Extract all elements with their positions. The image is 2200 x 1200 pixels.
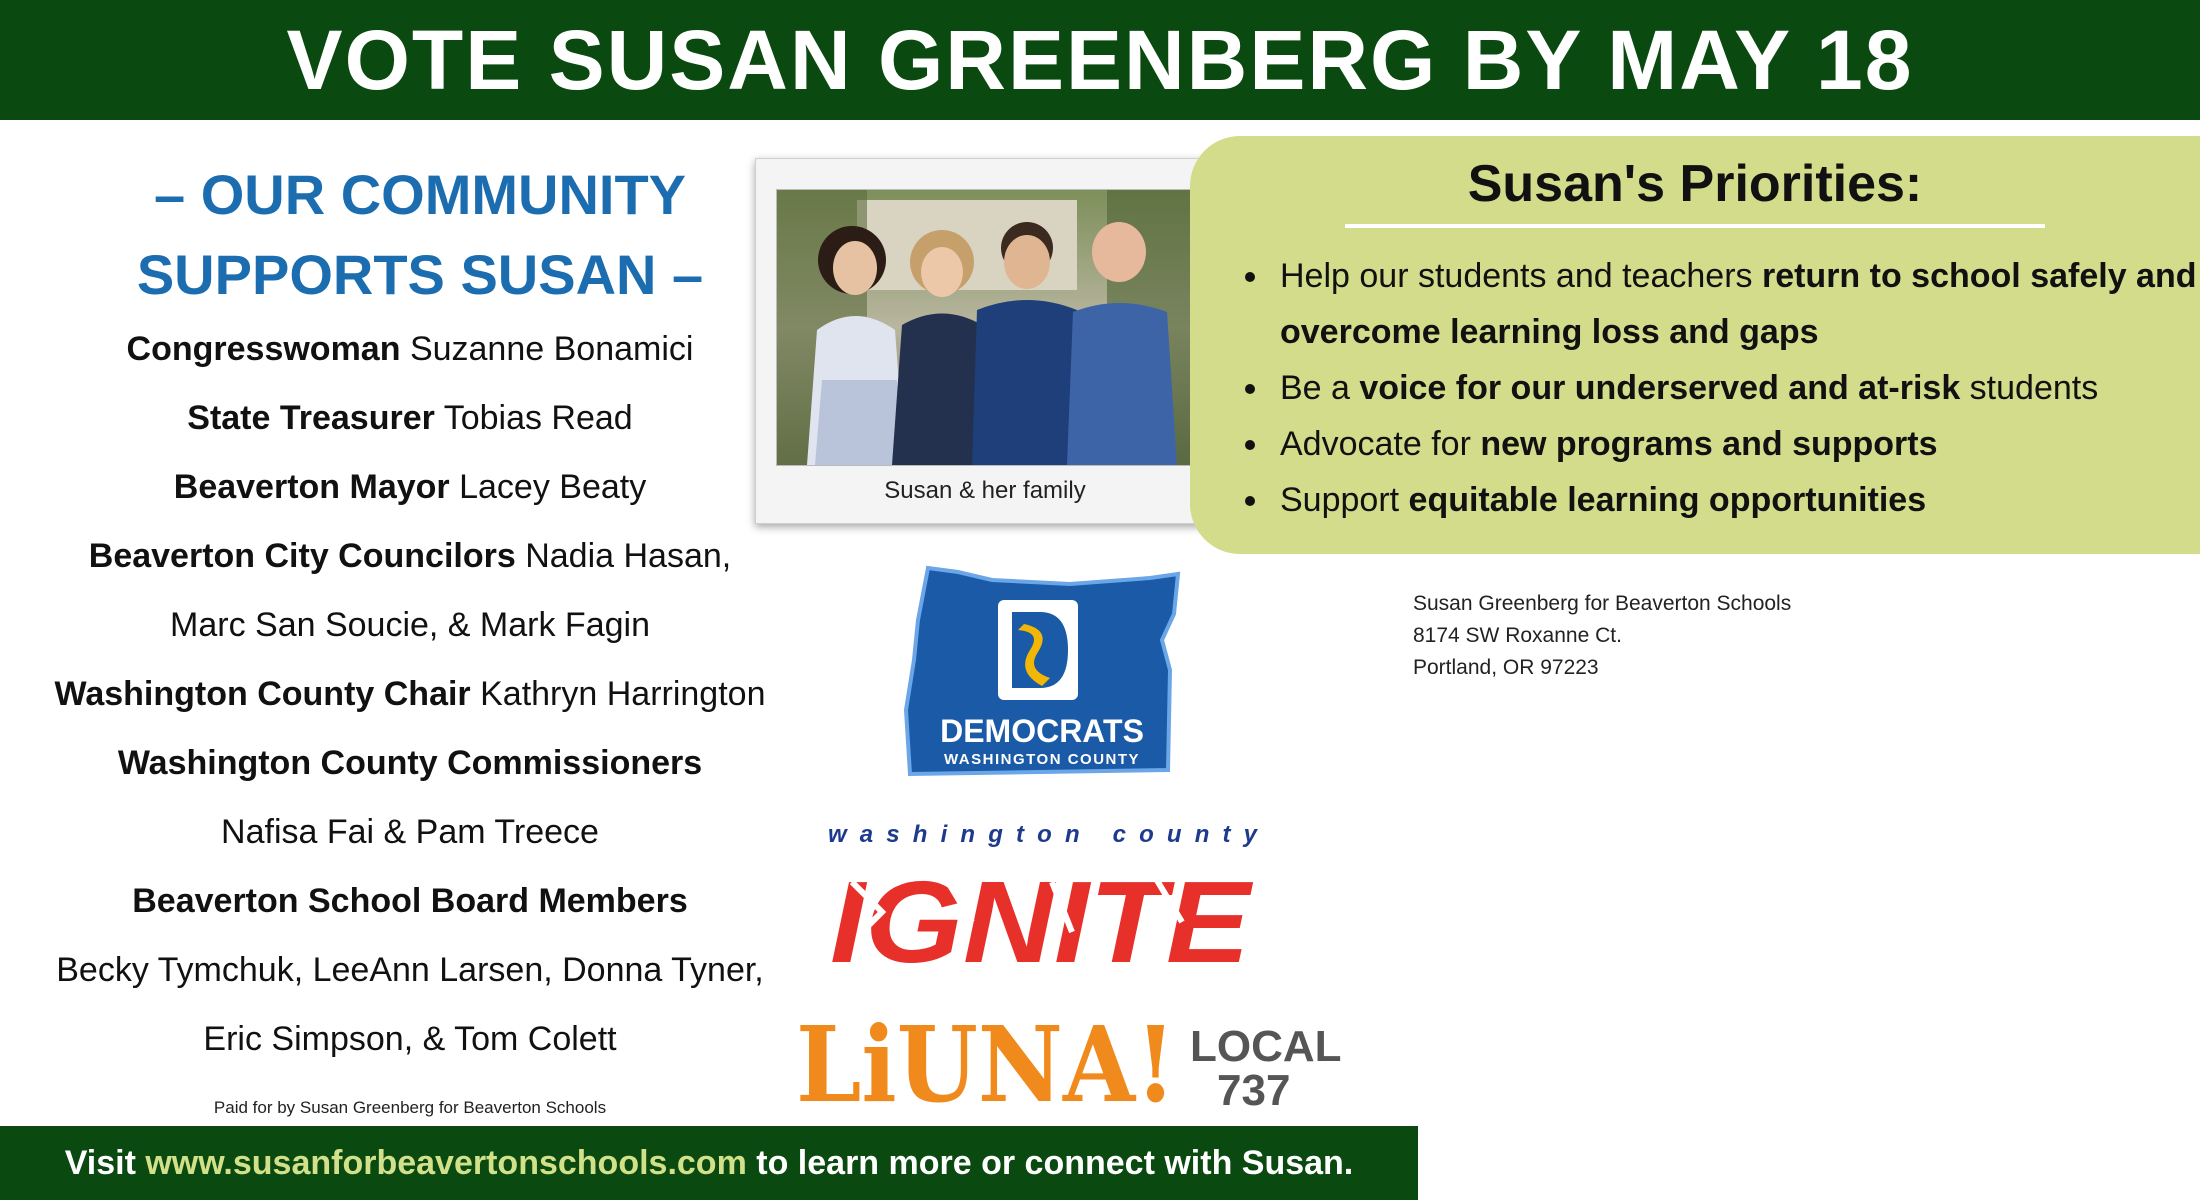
endorsement-line [0,867,820,936]
priority-item [1272,416,2200,472]
priority-item [1272,472,2200,528]
support-heading [40,155,800,315]
democrats-logo-sub: WASHINGTON COUNTY [943,751,1141,768]
endorsement-role: Beaverton School Board Members [132,882,688,920]
endorsement-names: Nafisa Fai & Pam Treece [221,813,599,851]
endorsement-names: Eric Simpson, & Tom Colett [203,1020,617,1058]
endorsement-role: Washington County Chair [54,675,471,713]
democrats-logo [900,560,1190,780]
democrats-logo-name: DEMOCRATS [940,713,1144,749]
oregon-map-icon [900,560,1190,780]
liuna-logo [792,1005,1342,1115]
footer-text-post: to learn more or connect with Susan. [756,1143,1354,1182]
endorsement-line [0,384,820,453]
footer-bar [0,1126,1418,1200]
priorities-divider [1345,224,2045,228]
liuna-logo-local: LOCAL [1190,1022,1342,1071]
ignite-logo-name: IGNITE [830,857,1254,987]
priorities-title: Susan's Priorities: [1467,155,1923,213]
endorsement-line [0,729,820,798]
endorsement-names: Nadia Hasan, [525,537,732,575]
priority-bold-text: voice for our underserved and at-risk [1359,369,1961,407]
address-line1: Susan Greenberg for Beaverton Schools [1413,592,1792,615]
endorsement-list [0,315,820,1074]
priority-bold-text: new programs and supports [1480,425,1938,463]
priority-text: Be a [1280,369,1360,407]
family-photo-frame [755,158,1215,524]
priority-text: Support [1280,481,1409,519]
footer-text-pre: Visit [64,1143,136,1182]
support-heading-line1: – OUR COMMUNITY [154,163,686,226]
endorsement-line [0,936,820,1005]
paid-for-disclaimer: Paid for by Susan Greenberg for Beaverton Schools [213,1098,607,1117]
family-photo-image [777,190,1195,465]
family-photo [776,189,1196,466]
priority-text: Advocate for [1280,425,1481,463]
endorsement-names: Tobias Read [443,399,633,437]
campaign-address [1413,588,1791,684]
liuna-wordmark-icon [792,1005,1342,1115]
priority-text: Help our students and teachers [1280,257,1762,295]
top-banner [0,0,2200,120]
support-heading-line2: SUPPORTS SUSAN – [136,243,704,306]
endorsement-line [0,1005,820,1074]
priority-bold-text: return to school safely and overcome learning loss and gaps [1280,257,2197,351]
priorities-list [1230,248,2200,528]
endorsement-names: Becky Tymchuk, LeeAnn Larsen, Donna Tyner, [56,951,764,989]
endorsement-line [0,453,820,522]
endorsement-line [0,660,820,729]
address-line3: Portland, OR 97223 [1413,656,1599,679]
endorsement-role: Washington County Commissioners [117,744,703,782]
priority-item [1272,360,2200,416]
endorsement-line [0,315,820,384]
endorsement-names: Lacey Beaty [459,468,647,506]
address-line2: 8174 SW Roxanne Ct. [1413,624,1622,647]
endorsement-names: Kathryn Harrington [480,675,766,713]
endorsement-line [0,522,820,591]
priority-text: students [1960,369,2099,407]
endorsement-names: Suzanne Bonamici [409,330,694,368]
priorities-panel [1190,136,2200,554]
endorsement-role: Beaverton City Councilors [88,537,516,575]
endorsement-role: State Treasurer [187,399,435,437]
endorsement-role: Beaverton Mayor [173,468,450,506]
endorsement-names: Marc San Soucie, & Mark Fagin [170,606,650,644]
priority-item [1272,248,2200,360]
endorsement-line [0,591,820,660]
liuna-logo-number: 737 [1217,1066,1291,1115]
ignite-flame-icon [822,812,1272,992]
ignite-logo [822,812,1272,992]
endorsement-line [0,798,820,867]
ignite-logo-top: washington county [828,821,1264,848]
endorsement-role: Congresswoman [126,330,401,368]
liuna-logo-name: LiUNA! [796,1005,1176,1115]
photo-caption: Susan & her family [884,477,1086,504]
website-link[interactable]: www.susanforbeavertonschools.com [145,1143,747,1182]
priority-bold-text: equitable learning opportunities [1408,481,1927,519]
banner-title: VOTE SUSAN GREENBERG BY MAY 18 [286,13,1914,107]
